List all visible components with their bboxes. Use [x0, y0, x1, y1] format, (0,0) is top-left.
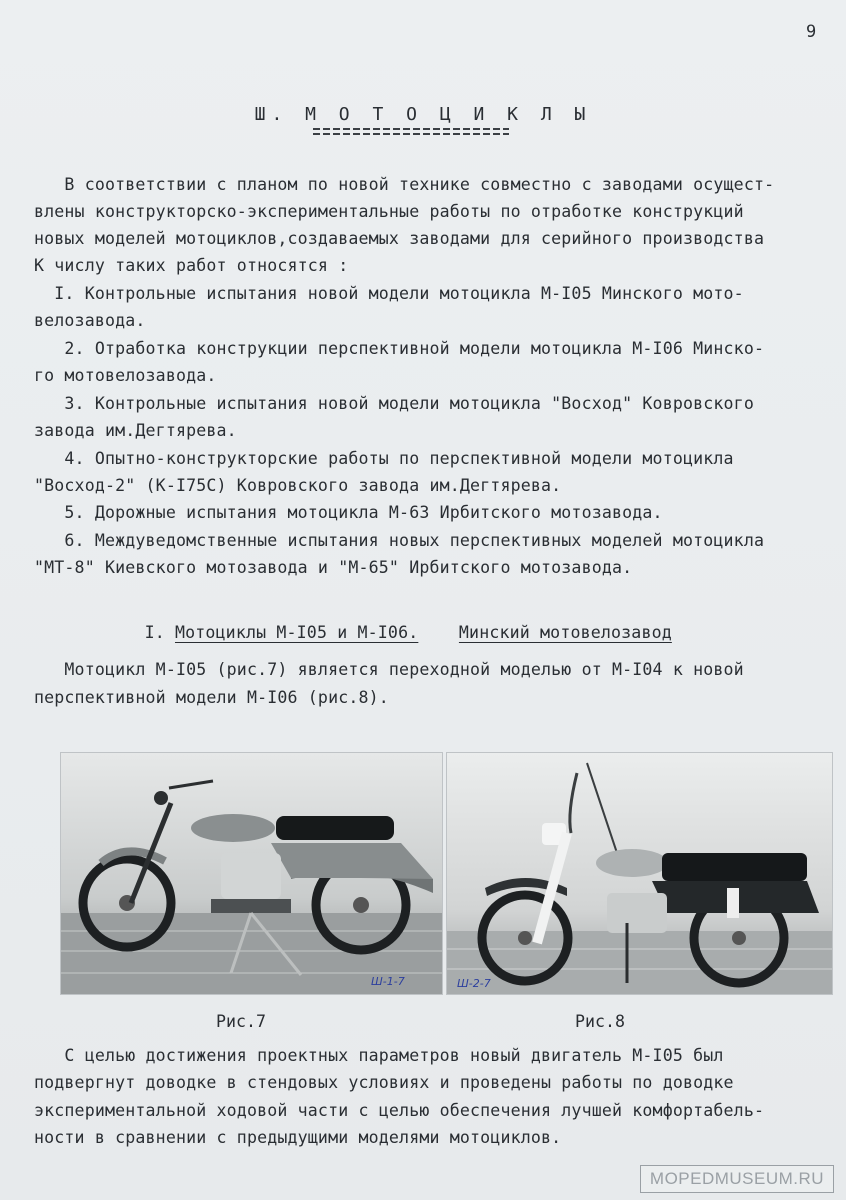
paragraph-line: ности в сравнении с предыдущими моделями мотоциклов. [34, 1128, 562, 1147]
photo-stamp: Ш-2-7 [457, 977, 491, 990]
list-item: 4. Опытно-конструкторские работы по перспективной модели мотоцикла [34, 449, 734, 468]
subsection-title: Мотоциклы М-I05 и М-I06. [174, 623, 419, 642]
paragraph-line: перспективной модели М-I06 (рис.8). [34, 688, 389, 707]
list-item-cont: завода им.Дегтярева. [34, 421, 237, 440]
list-item-cont: "Восход-2" (К-I75С) Ковровского завода им.Дегтярева. [34, 476, 562, 495]
heading-double-underline [313, 128, 509, 138]
list-item: 5. Дорожные испытания мотоцикла М-63 Ирбитского мотозавода. [34, 503, 663, 522]
photo-stamp: Ш-1-7 [371, 975, 405, 988]
subsection-number: I. [144, 623, 165, 642]
paragraph-line: Мотоцикл М-I05 (рис.7) является переходной моделью от М-I04 к новой [34, 660, 744, 679]
page-number: 9 [806, 22, 817, 42]
list-item-cont: велозавода. [34, 311, 146, 330]
motorcycle-photo-m105 [60, 752, 443, 995]
list-item: 2. Отработка конструкции перспективной модели мотоцикла М-I06 Минско- [34, 339, 765, 358]
motorcycle-photo-m106 [446, 752, 833, 995]
plant-name: Минский мотовелозавод [458, 623, 672, 642]
figure-caption: Рис.7 [216, 1012, 266, 1031]
list-item: 6. Междуведомственные испытания новых перспективных моделей мотоцикла [34, 531, 765, 550]
site-watermark: MOPEDMUSEUM.RU [640, 1165, 834, 1193]
intro-line: влены конструкторско-экспериментальные работы по отработке конструкций [34, 202, 744, 221]
section-heading: Ш. М О Т О Ц И К Л Ы [254, 104, 592, 125]
paragraph-line: С целью достижения проектных параметров новый двигатель М-I05 был [34, 1046, 724, 1065]
paragraph-line: подвергнут доводке в стендовых условиях и проведены работы по доводке [34, 1073, 734, 1092]
list-item-cont: "МТ-8" Киевского мотозавода и "М-65" Ирбитского мотозавода. [34, 558, 633, 577]
figure-caption: Рис.8 [575, 1012, 625, 1031]
list-item: I. Контрольные испытания новой модели мотоцикла М-I05 Минского мото- [34, 284, 744, 303]
list-item-cont: го мотовелозавода. [34, 366, 217, 385]
intro-line: В соответствии с планом по новой технике совместно с заводами осущест- [34, 175, 775, 194]
intro-line: новых моделей мотоциклов,создаваемых заводами для серийного производства [34, 229, 765, 248]
intro-line: К числу таких работ относятся : [34, 256, 349, 275]
subsection-heading [104, 604, 672, 661]
list-item: 3. Контрольные испытания новой модели мотоцикла "Восход" Ковровского [34, 394, 754, 413]
paragraph-line: экспериментальной ходовой части с целью обеспечения лучшей комфортабель- [34, 1101, 765, 1120]
